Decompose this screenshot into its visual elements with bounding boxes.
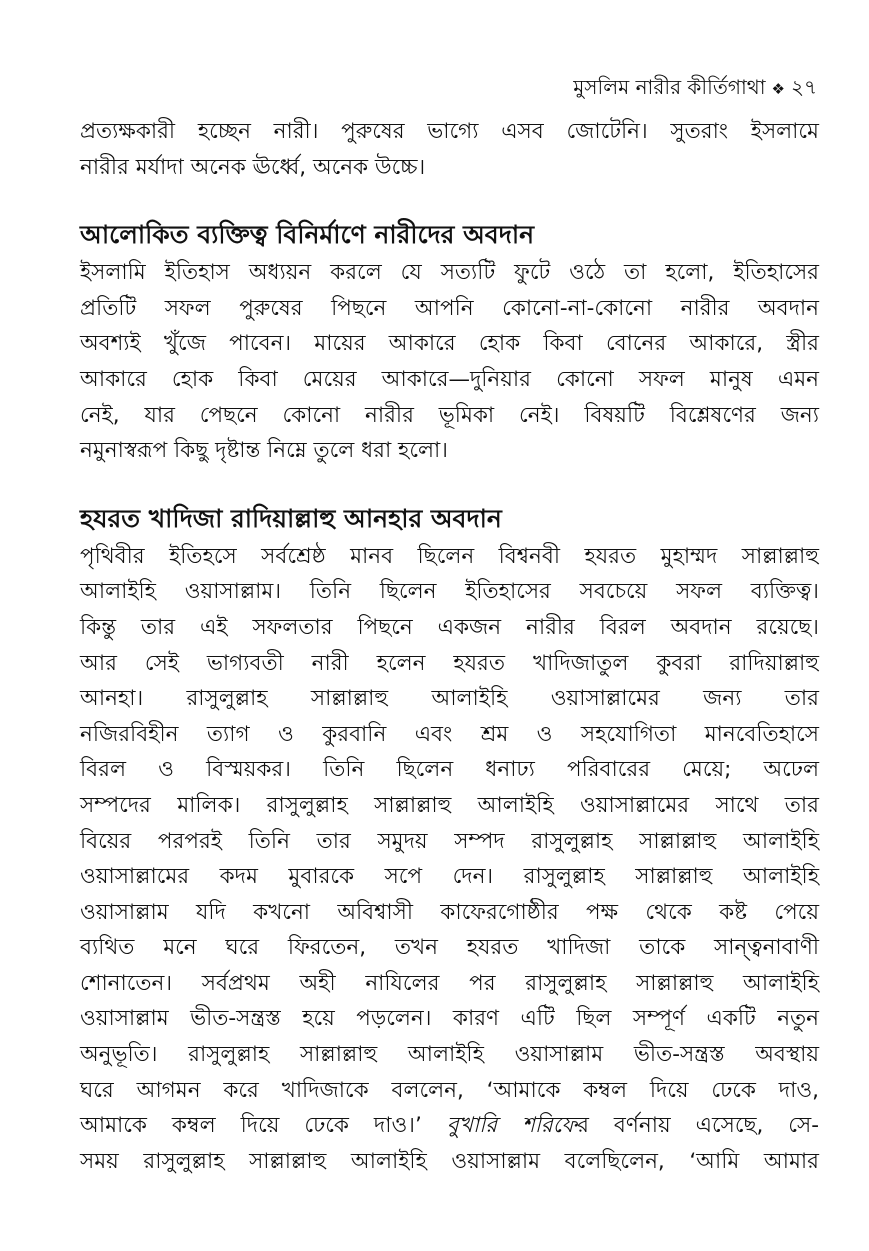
text-line: ইসলামি ইতিহাস অধ্যয়ন করলে যে সত্যটি ফুটে ওঠে তা হলো, ইতিহাসের bbox=[80, 260, 819, 286]
section-heading: হযরত খাদিজা রাদিয়াল্লাহু আনহার অবদান bbox=[80, 503, 502, 533]
text-line: বিরল ও বিস্ময়কর। তিনি ছিলেন ধনাঢ্য পরিবারের মেয়ে; অঢেল bbox=[80, 757, 819, 783]
section-paragraph bbox=[80, 255, 819, 469]
text-line: ওয়াসাল্লামের কদম মুবারকে সপে দেন। রাসুলুল্লাহ সাল্লাল্লাহু আলাইহি bbox=[80, 864, 819, 890]
running-header bbox=[80, 72, 817, 102]
section-heading: আলোকিত ব্যক্তিত্ব বিনির্মাণে নারীদের অবদান bbox=[80, 220, 534, 250]
text-line: অবশ্যই খুঁজে পাবেন। মায়ের আকারে হোক কিবা বোনের আকারে, স্ত্রীর bbox=[80, 331, 819, 357]
quote-line-end: র বর্ণনায় এসেছে, সে- bbox=[577, 1113, 819, 1139]
quote-line-start: আমাকে কম্বল দিয়ে ঢেকে দাও।’ bbox=[80, 1113, 447, 1139]
text-line: আনহা। রাসুলুল্লাহ সাল্লাল্লাহু আলাইহি ওয়াসাল্লামের জন্য তার bbox=[80, 686, 819, 712]
text-line: ওয়াসাল্লাম ভীত-সন্ত্রস্ত হয়ে পড়লেন। কারণ এটি ছিল সম্পূর্ণ একটি নতুন bbox=[80, 1006, 819, 1032]
text-line: আকারে হোক কিবা মেয়ের আকারে—দুনিয়ার কোনো সফল মানুষ এমন bbox=[80, 366, 819, 392]
text-line: নজিরবিহীন ত্যাগ ও কুরবানি এবং শ্রম ও সহযোগিতা মানবেতিহাসে bbox=[80, 721, 819, 747]
text-line: নমুনাস্বরূপ কিছু দৃষ্টান্ত নিম্নে তুলে ধরা হলো। bbox=[80, 438, 448, 464]
text-line: পৃথিবীর ইতিহসে সর্বশ্রেষ্ঠ মানব ছিলেন বিশ্বনবী হযরত মুহাম্মদ সাল্লাল্লাহু bbox=[80, 543, 819, 569]
book-title: মুসলিম নারীর কীর্তিগাথা bbox=[573, 75, 766, 99]
text-line: আলাইহি ওয়াসাল্লাম। তিনি ছিলেন ইতিহাসের সবচেয়ে সফল ব্যক্তিত্ব। bbox=[80, 579, 819, 605]
text-line: ব্যথিত মনে ঘরে ফিরতেন, তখন হযরত খাদিজা তাকে সান্ত্বনাবাণী bbox=[80, 935, 819, 961]
text-line: অনুভূতি। রাসুলুল্লাহ সাল্লাল্লাহু আলাইহি ওয়াসাল্লাম ভীত-সন্ত্রস্ত অবস্থায় bbox=[80, 1042, 819, 1068]
text-line: সময় রাসুলুল্লাহ সাল্লাল্লাহু আলাইহি ওয়াসাল্লাম বলেছিলেন, ‘আমি আমার bbox=[80, 1148, 819, 1174]
intro-paragraph bbox=[80, 114, 819, 185]
text-line: নারীর মর্যাদা অনেক ঊর্ধ্বে, অনেক উচ্চে। bbox=[80, 154, 426, 180]
text-line: প্রত্যক্ষকারী হচ্ছেন নারী। পুরুষের ভাগ্যে এসব জোটেনি। সুতরাং ইসলামে bbox=[80, 119, 819, 144]
text-line: প্রতিটি সফল পুরুষের পিছনে আপনি কোনো-না-কোনো নারীর অবদান bbox=[80, 295, 819, 321]
text-line: ঘরে আগমন করে খাদিজাকে বললেন, ‘আমাকে কম্বল দিয়ে ঢেকে দাও, bbox=[80, 1077, 819, 1103]
text-line: কিন্তু তার এই সফলতার পিছনে একজন নারীর বিরল অবদান রয়েছে। bbox=[80, 614, 819, 640]
page-number: ২৭ bbox=[790, 75, 817, 99]
text-line: সম্পদের মালিক। রাসুলুল্লাহ সাল্লাল্লাহু আলাইহি ওয়াসাল্লামের সাথে তার bbox=[80, 792, 819, 818]
text-line: আর সেই ভাগ্যবতী নারী হলেন হযরত খাদিজাতুল কুবরা রাদিয়াল্লাহু bbox=[80, 650, 819, 676]
text-line: নেই, যার পেছনে কোনো নারীর ভূমিকা নেই। বিষয়টি বিশ্লেষণের জন্য bbox=[80, 402, 819, 428]
quote-line bbox=[80, 1108, 819, 1144]
ornament-separator: ❖ bbox=[771, 80, 785, 98]
text-line: বিয়ের পরপরই তিনি তার সমুদয় সম্পদ রাসুলুল্লাহ সাল্লাল্লাহু আলাইহি bbox=[80, 828, 819, 854]
source-reference: বুখারি শরিফে bbox=[446, 1113, 578, 1139]
section-paragraph bbox=[80, 539, 819, 1180]
text-line: ওয়াসাল্লাম যদি কখনো অবিশ্বাসী কাফেরগোষ্ঠীর পক্ষ থেকে কষ্ট পেয়ে bbox=[80, 899, 819, 925]
text-line: শোনাতেন। সর্বপ্রথম অহী নাযিলের পর রাসুলুল্লাহ সাল্লাল্লাহু আলাইহি bbox=[80, 970, 819, 996]
